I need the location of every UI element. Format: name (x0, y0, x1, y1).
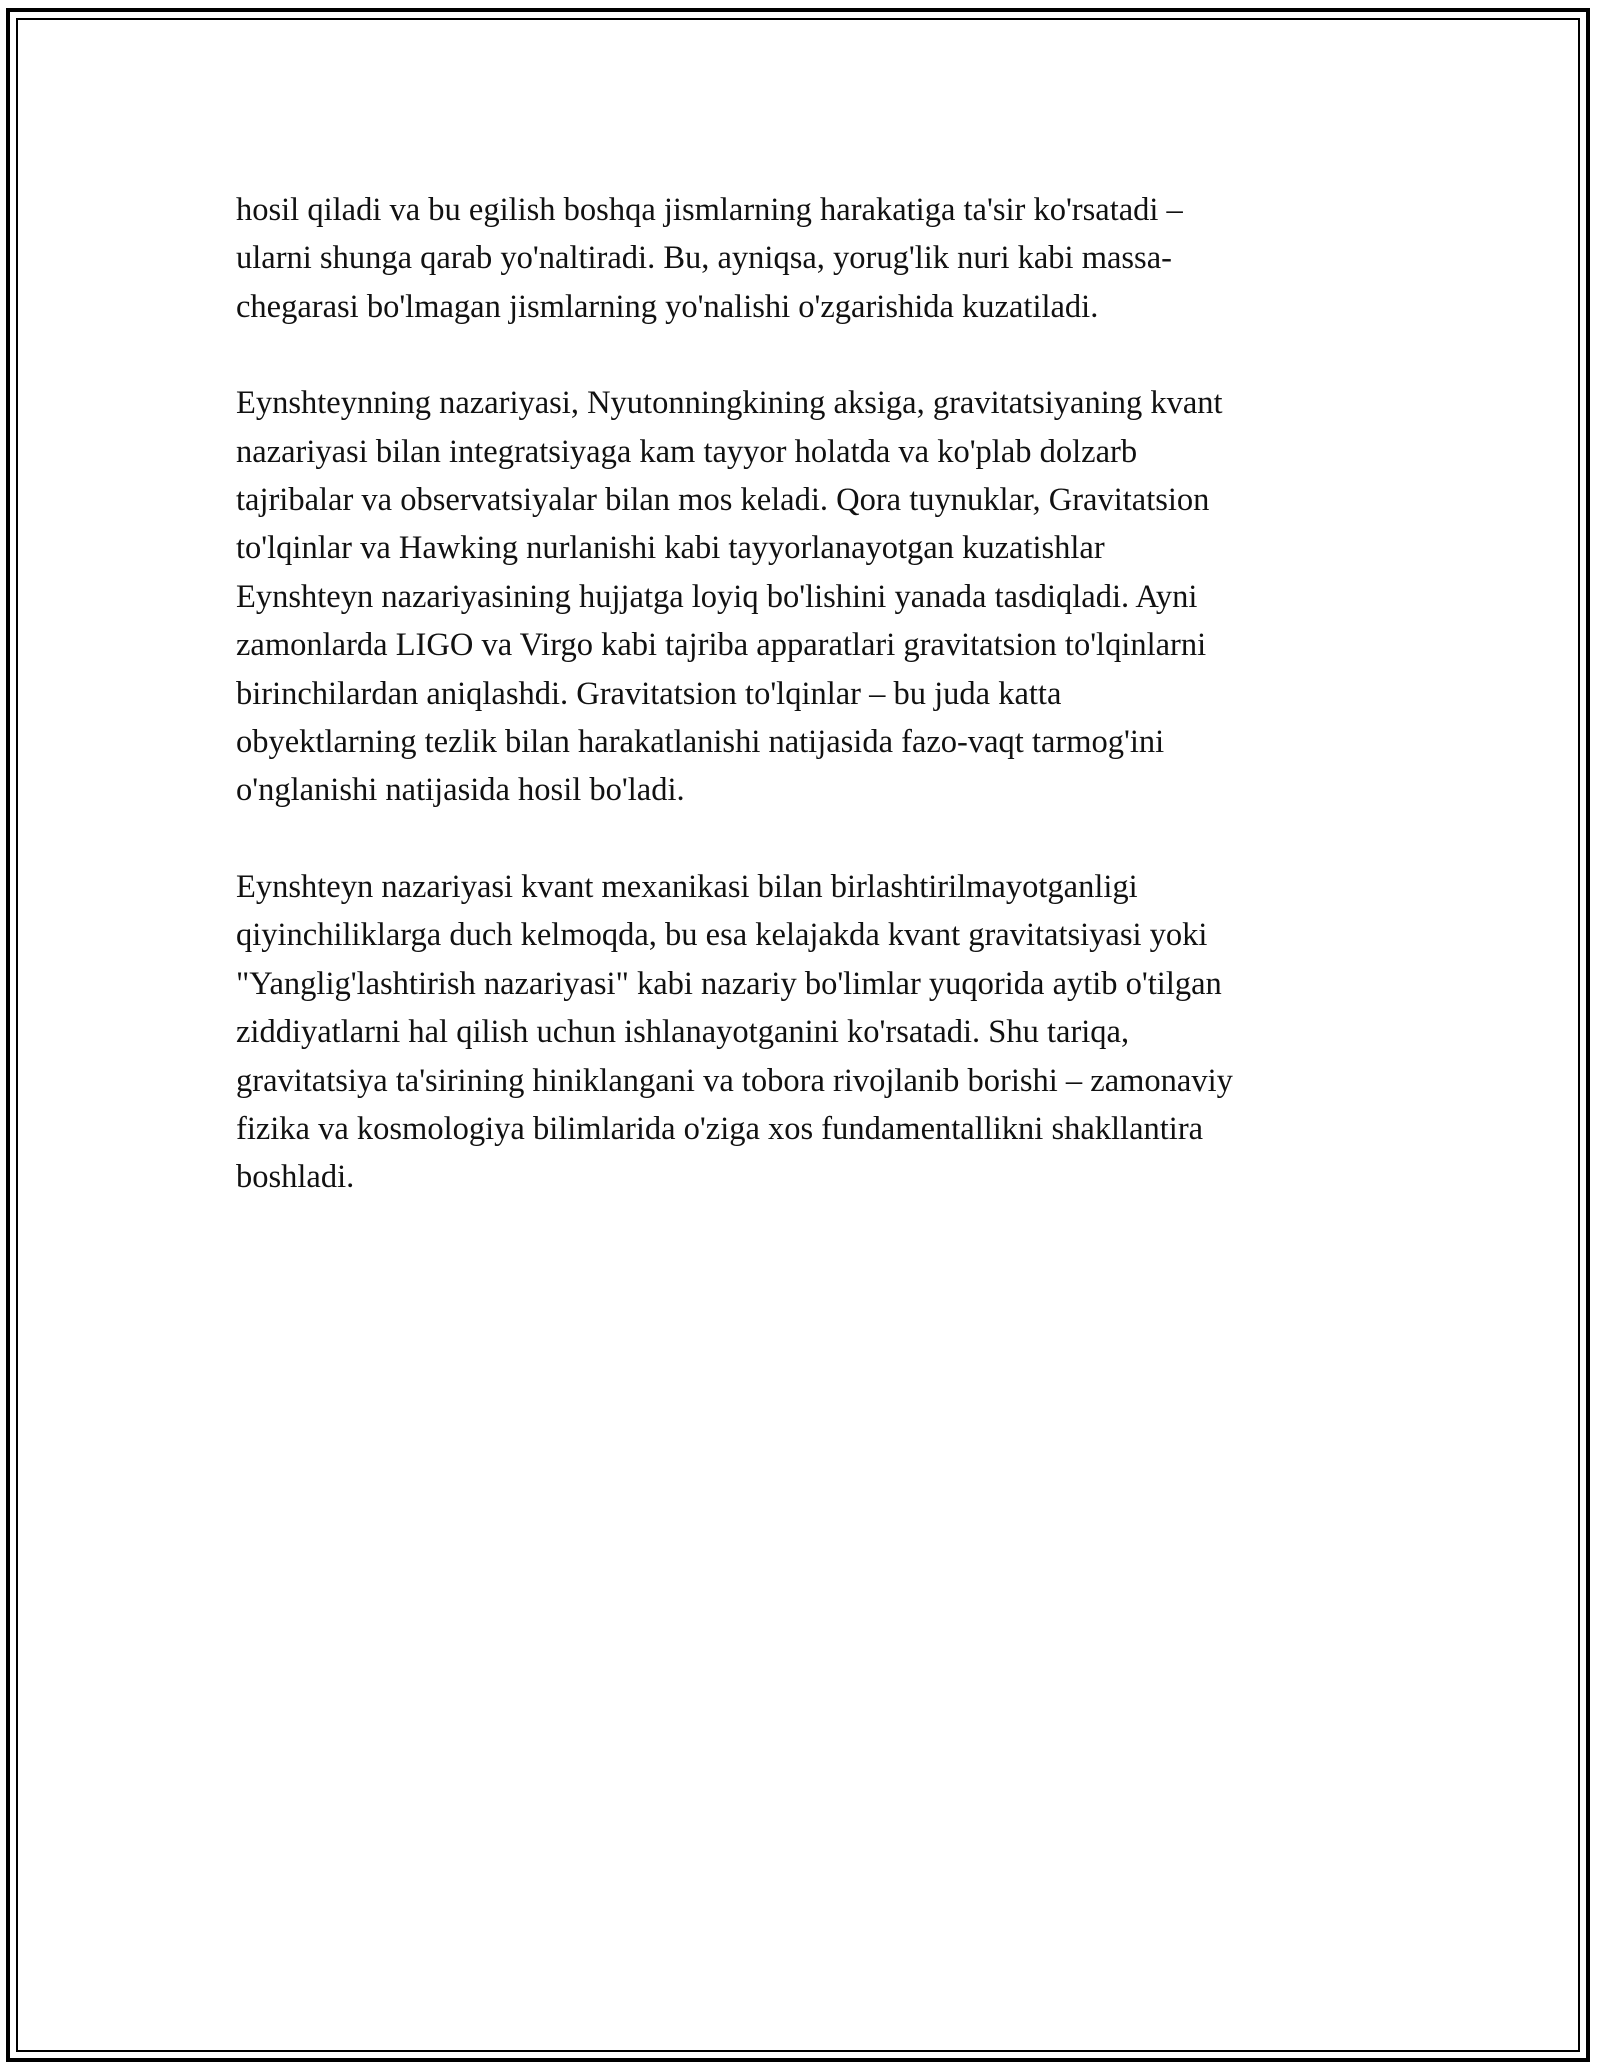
text-line: fizika va kosmologiya bilimlarida o'ziga xos fundamentallikni shakllantira (236, 1110, 1204, 1147)
text-line: chegarasi bo'lmagan jismlarning yo'nalishi o'zgarishida kuzatiladi. (236, 288, 1099, 325)
text-line: Eynshteyn nazariyasi kvant mexanikasi bilan birlashtirilmayotganligi (236, 868, 1138, 905)
text-line: boshladi. (236, 1159, 355, 1196)
text-line: hosil qiladi va bu egilish boshqa jismlarning harakatiga ta'sir ko'rsatadi – (236, 192, 1183, 228)
text-line: birinchilardan aniqlashdi. Gravitatsion to'lqinlar – bu juda katta (236, 675, 1062, 712)
text-line: gravitatsiya ta'sirining hiniklangani va tobora rivojlanib borishi – zamonaviy (236, 1062, 1233, 1099)
text-line: Eynshteynning nazariyasi, Nyutonningkining aksiga, gravitatsiyaning kvant (236, 385, 1223, 422)
text-line: tajribalar va observatsiyalar bilan mos keladi. Qora tuynuklar, Gravitatsion (236, 482, 1210, 519)
paragraph-2 (236, 379, 1376, 815)
paragraph-1 (236, 186, 1376, 331)
text-line: to'lqinlar va Hawking nurlanishi kabi tayyorlanayotgan kuzatishlar (236, 530, 1105, 567)
text-line: "Yanglig'lashtirish nazariyasi" kabi nazariy bo'limlar yuqorida aytib o'tilgan (236, 965, 1222, 1002)
text-line: ularni shunga qarab yo'naltiradi. Bu, ayniqsa, yorug'lik nuri kabi massa- (236, 240, 1172, 277)
text-line: zamonlarda LIGO va Virgo kabi tajriba apparatlari gravitatsion to'lqinlarni (236, 627, 1207, 664)
text-line: qiyinchiliklarga duch kelmoqda, bu esa kelajakda kvant gravitatsiyasi yoki (236, 917, 1208, 954)
text-line: nazariyasi bilan integratsiyaga kam tayyor holatda va ko'plab dolzarb (236, 433, 1138, 470)
text-line: obyektlarning tezlik bilan harakatlanishi natijasida fazo-vaqt tarmog'ini (236, 724, 1165, 761)
paragraph-3 (236, 863, 1376, 1202)
text-line: o'nglanishi natijasida hosil bo'ladi. (236, 772, 685, 809)
document-body (236, 186, 1376, 1250)
text-line: Eynshteyn nazariyasining hujjatga loyiq bo'lishini yanada tasdiqladi. Ayni (236, 578, 1198, 615)
text-line: ziddiyatlarni hal qilish uchun ishlanayotganini ko'rsatadi. Shu tariqa, (236, 1014, 1130, 1051)
